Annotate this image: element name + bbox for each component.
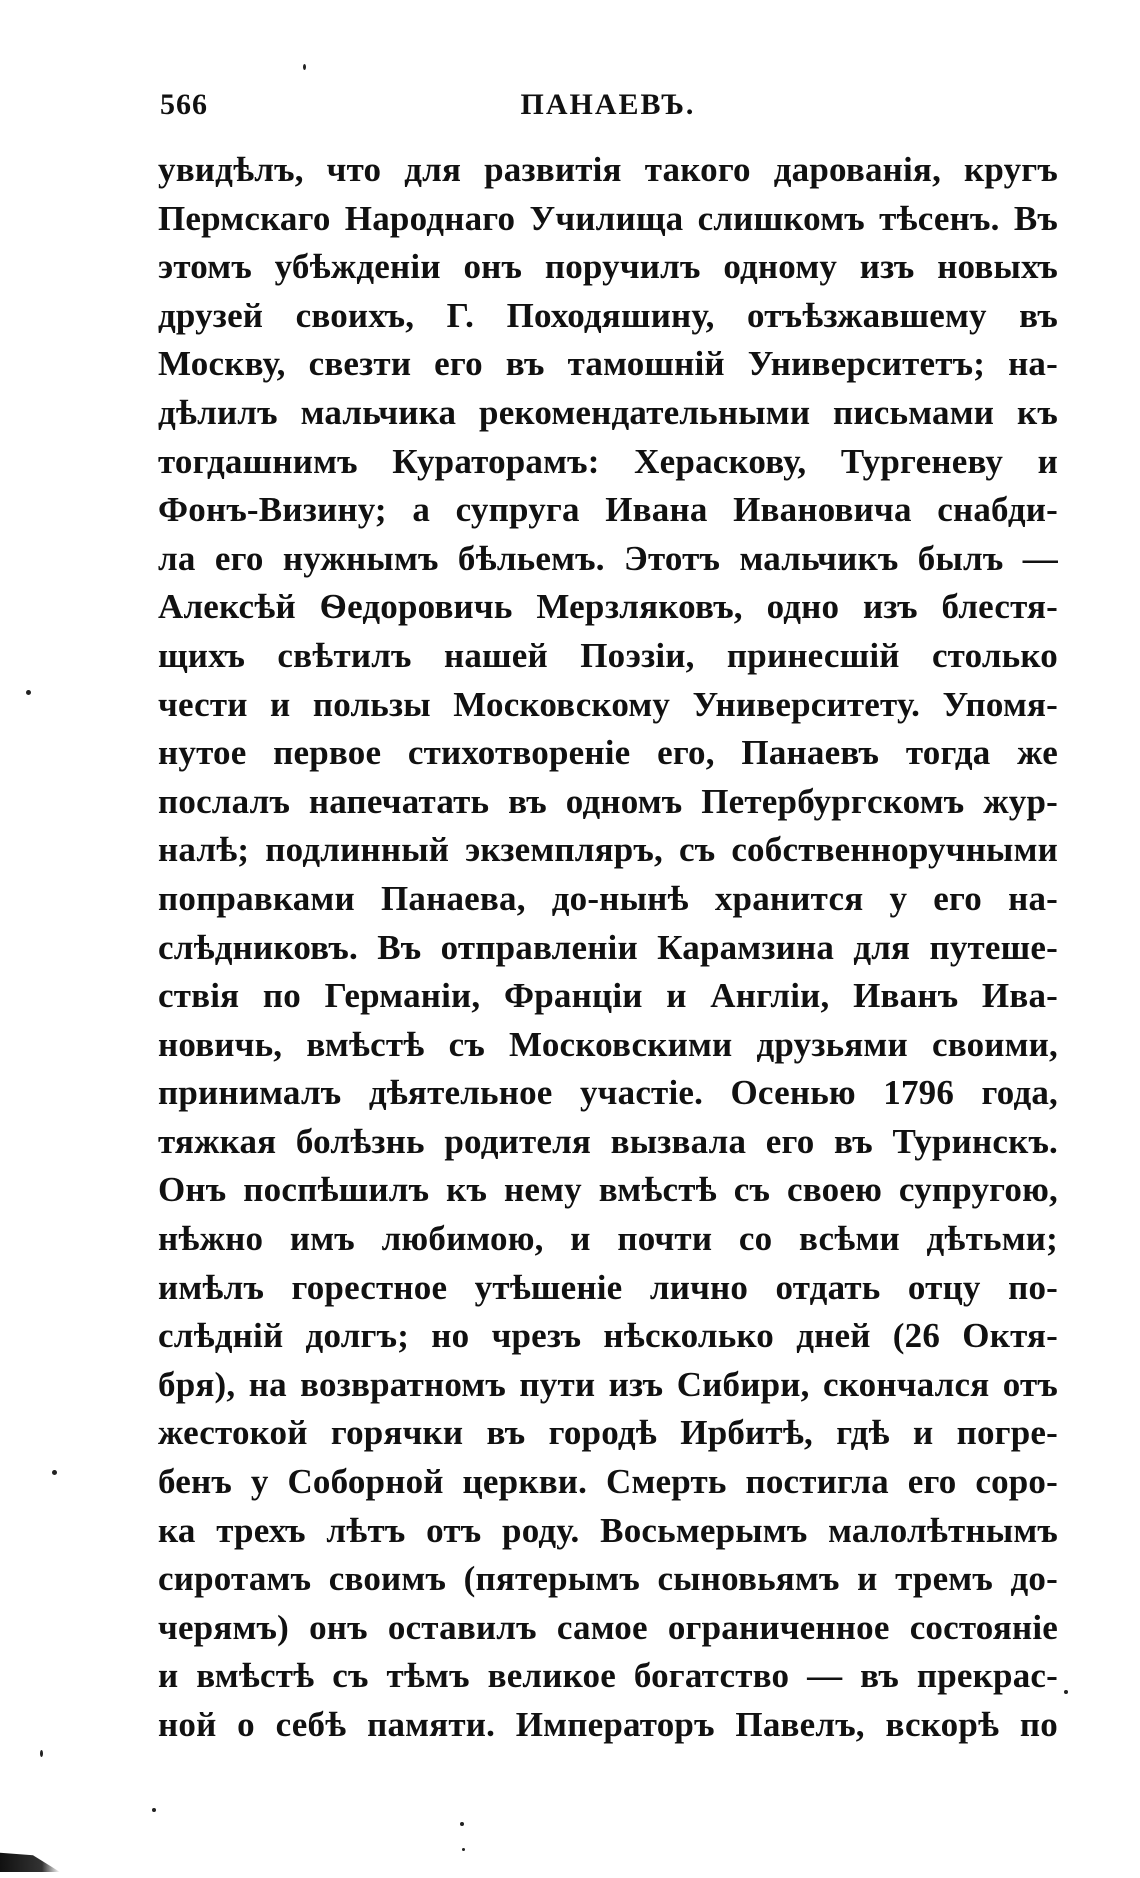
- text-line: сиротамъ своимъ (пятерымъ сыновьямъ и тремъ до-: [158, 1559, 1058, 1599]
- text-line: ной о себѣ памяти. Императоръ Павелъ, вскорѣ по: [158, 1705, 1058, 1744]
- text-line: и вмѣстѣ съ тѣмъ великое богатство — въ прекрас-: [158, 1656, 1058, 1696]
- text-line: поправками Панаева, до-нынѣ хранится у его на-: [158, 878, 1058, 918]
- text-line: Алексѣй Ѳедоровичь Мерзляковъ, одно изъ блестя-: [158, 587, 1058, 627]
- text-line: принималъ дѣятельное участіе. Осенью 1796 года,: [158, 1073, 1058, 1113]
- text-line: Москву, свезти его въ тамошній Университетъ; на-: [158, 344, 1058, 384]
- text-line: послалъ напечатать въ одномъ Петербургскомъ жур-: [158, 781, 1058, 821]
- scan-speck: [52, 1470, 57, 1475]
- page-number: 566: [160, 88, 208, 121]
- text-line: слѣдній долгъ; но чрезъ нѣсколько дней (26 Октя-: [158, 1316, 1058, 1356]
- text-line: черямъ) онъ оставилъ самое ограниченное состояніе: [158, 1607, 1058, 1647]
- text-line: ла его нужнымъ бѣльемъ. Этотъ мальчикъ былъ —: [158, 538, 1058, 578]
- text-line: дѣлилъ мальчика рекомендательными письмами къ: [158, 392, 1058, 432]
- text-line: щихъ свѣтилъ нашей Поэзіи, принесшій столько: [158, 635, 1058, 675]
- text-line: тогдашнимъ Кураторамъ: Хераскову, Тургеневу и: [158, 441, 1058, 481]
- text-line: этомъ убѣжденіи онъ поручилъ одному изъ новыхъ: [158, 247, 1058, 287]
- text-line: Пермскаго Народнаго Училища слишкомъ тѣсенъ. Въ: [158, 198, 1058, 238]
- text-line: новичь, вмѣстѣ съ Московскими друзьями своими,: [158, 1024, 1058, 1064]
- text-line: ка трехъ лѣтъ отъ роду. Восьмерымъ малолѣтнымъ: [158, 1510, 1058, 1550]
- text-line: чести и пользы Московскому Университету. Упомя-: [158, 684, 1058, 724]
- page-header: [160, 88, 1056, 128]
- scan-speck: [303, 64, 306, 70]
- text-line: увидѣлъ, что для развитія такого дарованія, кругъ: [158, 150, 1058, 189]
- text-line: друзей своихъ, Г. Походяшину, отъѣзжавшему въ: [158, 295, 1058, 335]
- text-line: Онъ поспѣшилъ къ нему вмѣстѣ съ своею супругою,: [158, 1170, 1058, 1210]
- scan-speck: [152, 1808, 156, 1812]
- scan-smudge: [0, 1848, 60, 1872]
- text-line: имѣлъ горестное утѣшеніе лично отдать отцу по-: [158, 1267, 1058, 1307]
- text-line: ствія по Германіи, Франціи и Англіи, Иванъ Ива-: [158, 976, 1058, 1016]
- text-line: налѣ; подлинный экземпляръ, съ собственноручными: [158, 830, 1058, 870]
- scan-speck: [26, 690, 31, 695]
- scan-speck: [1064, 1690, 1068, 1694]
- text-line: слѣдниковъ. Въ отправленіи Карамзина для путеше-: [158, 927, 1058, 967]
- text-line: жестокой горячки въ городѣ Ирбитѣ, гдѣ и погре-: [158, 1413, 1058, 1453]
- running-title: ПАНАЕВЪ.: [520, 88, 696, 121]
- text-line: нутое первое стихотвореніе его, Панаевъ тогда же: [158, 733, 1058, 773]
- text-line: тяжкая болѣзнь родителя вызвала его въ Туринскъ.: [158, 1121, 1058, 1161]
- body-text: [158, 146, 1058, 1750]
- text-line: Фонъ-Визину; а супруга Ивана Ивановича снабди-: [158, 490, 1058, 530]
- scan-speck: [462, 1848, 465, 1851]
- scan-speck: [40, 1750, 43, 1757]
- scan-speck: [460, 1822, 464, 1826]
- text-line: нѣжно имъ любимою, и почти со всѣми дѣтьми;: [158, 1219, 1058, 1259]
- text-line: бря), на возвратномъ пути изъ Сибири, скончался отъ: [158, 1364, 1058, 1404]
- text-line: бенъ у Соборной церкви. Смерть постигла его соро-: [158, 1462, 1058, 1502]
